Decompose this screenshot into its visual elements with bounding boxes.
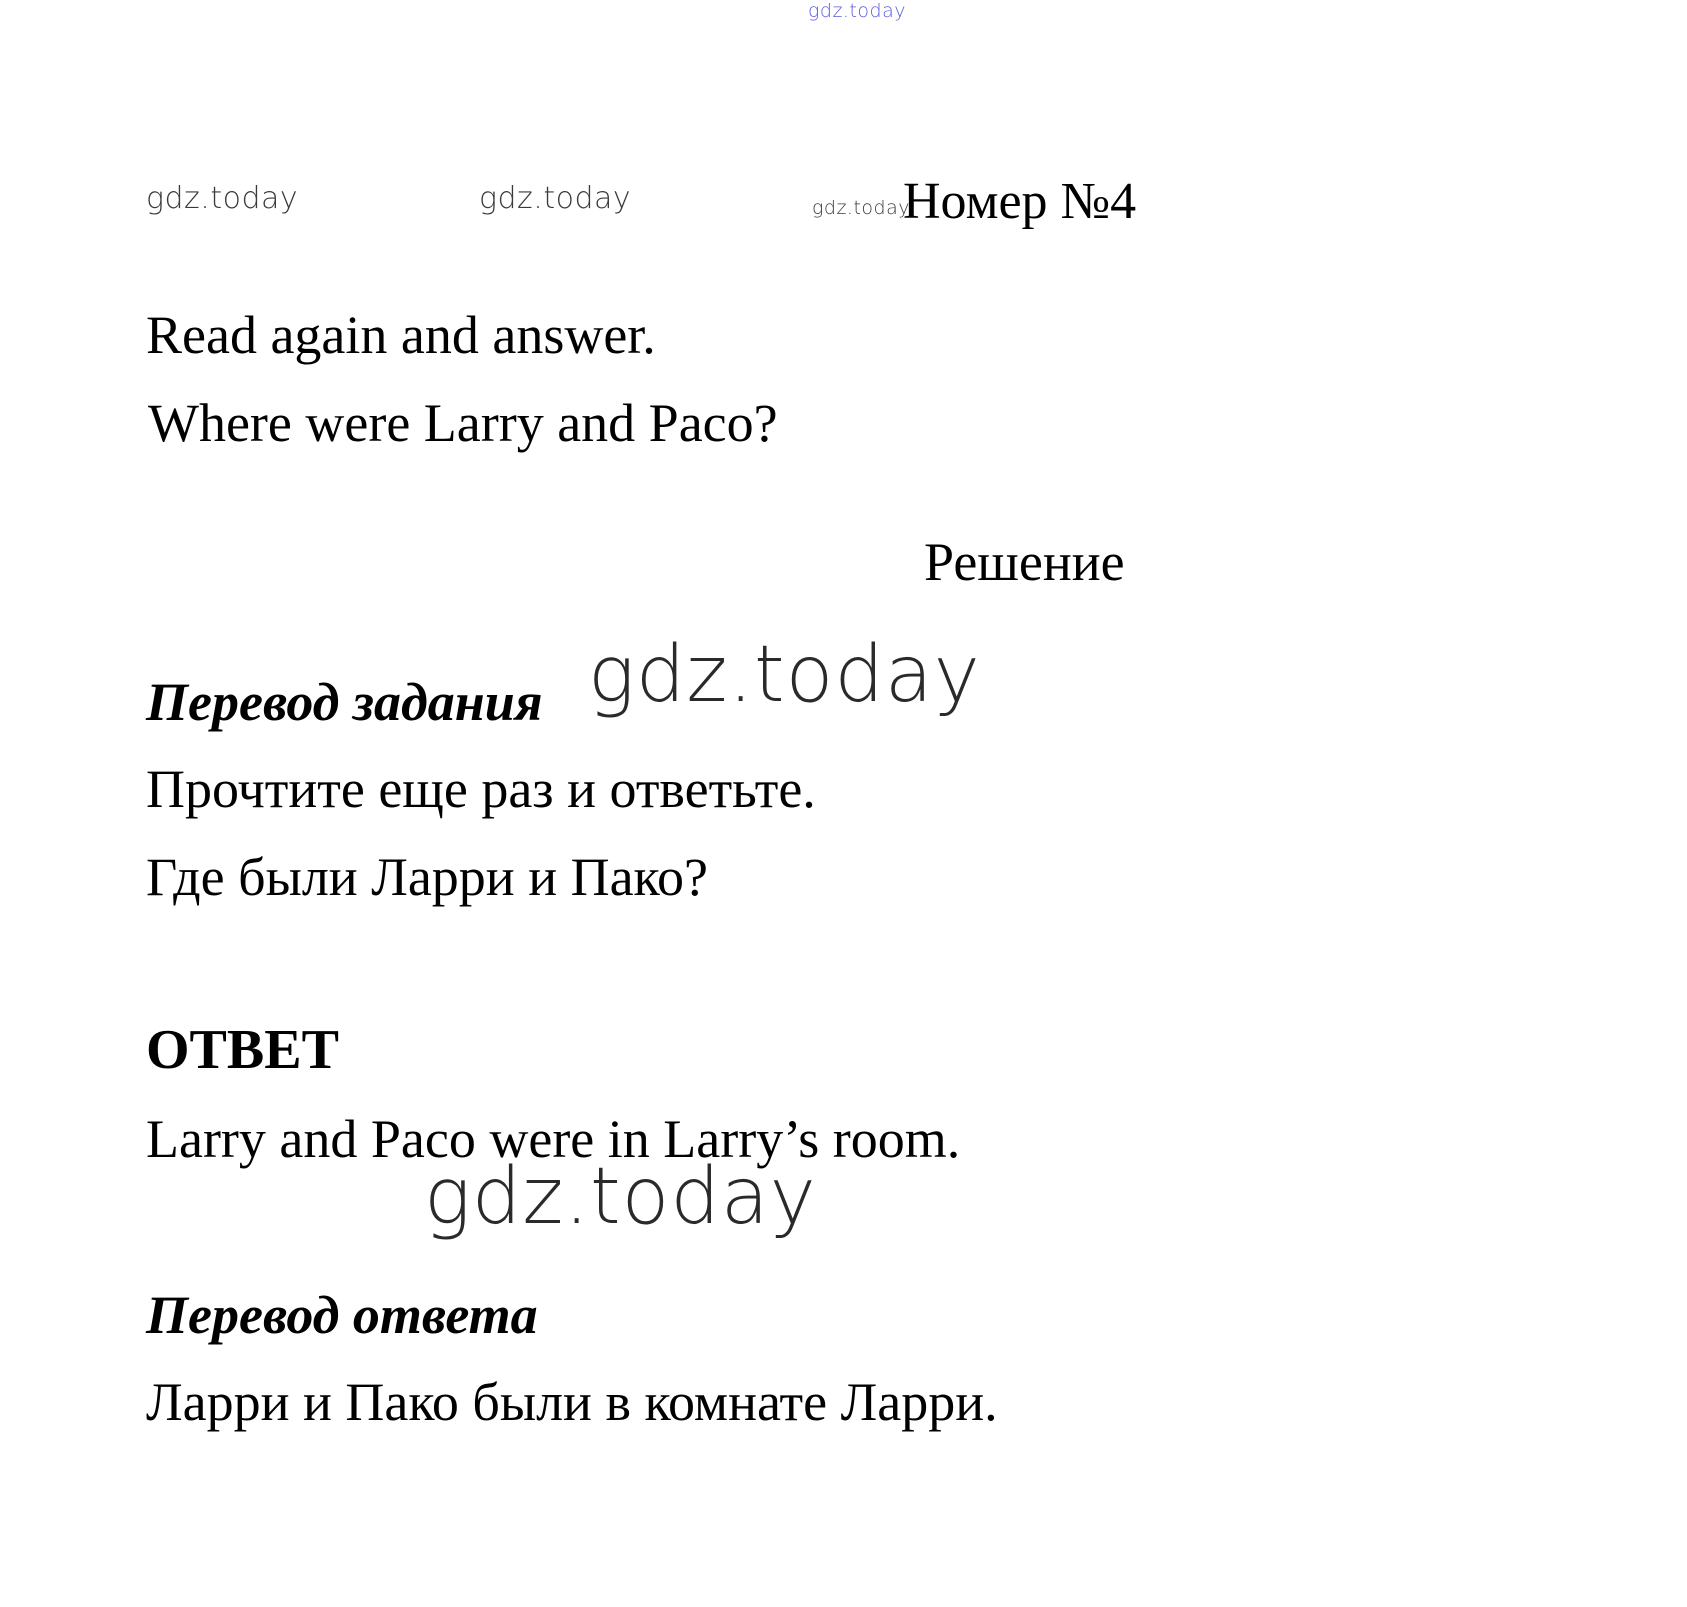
answer-heading: ОТВЕТ xyxy=(146,1019,339,1081)
task-instruction: Read again and answer. xyxy=(146,305,656,365)
task-translation-line: Где были Ларри и Пако? xyxy=(146,847,709,907)
watermark-small: gdz.today xyxy=(479,181,632,216)
watermark-top: gdz.today xyxy=(808,0,906,22)
answer-text: Larry and Paco were in Larry’s room. xyxy=(146,1109,961,1169)
task-translation-line: Прочтите еще раз и ответьте. xyxy=(146,759,816,819)
watermark-large: gdz.today xyxy=(424,1152,817,1242)
solution-label: Решение xyxy=(924,532,1125,592)
task-translation-heading: Перевод задания xyxy=(146,672,543,732)
watermark-small: gdz.today xyxy=(146,181,299,216)
answer-translation-heading: Перевод ответа xyxy=(146,1285,538,1345)
task-question: Where were Larry and Paco? xyxy=(148,393,778,453)
watermark-tiny: gdz.today xyxy=(812,197,910,219)
watermark-large: gdz.today xyxy=(588,630,981,720)
exercise-title: Номер №4 xyxy=(903,173,1137,230)
answer-translation-text: Ларри и Пако были в комнате Ларри. xyxy=(146,1372,998,1432)
